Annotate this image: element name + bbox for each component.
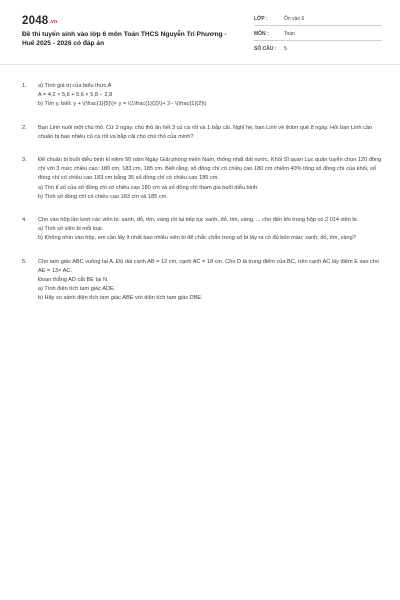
question-5	[22, 258, 386, 304]
meta-subject-label: MÔN :	[254, 31, 269, 37]
question-list	[22, 82, 386, 304]
meta-count-label: SỐ CÂU :	[254, 46, 277, 52]
question-number: 1.	[22, 83, 27, 89]
page-title: Đề thi tuyển sinh vào lớp 6 môn Toán THCS Nguyễn Tri Phương - Huế 2025 - 2026 có đáp án	[22, 31, 227, 47]
meta-count-value: 5	[284, 46, 287, 52]
question-text: a) Tính số viên bi mỗi loại.	[38, 226, 104, 233]
question-text: Để chuẩn bị buổi diễu binh kỉ niệm 50 năm Ngày Giải phóng miền Nam, thống nhất đất nước, Khối Sĩ quan Lục quân tuyển chọn 120 đồng chí với 3 mức chiều cao: 180 cm, 183 cm, 185 cm. Biết rằng, số đồng chí có chiều cao 180 cm chiếm 40% tổng số đồng chí của khối, số đồng chí có chiều cao 183 cm bằng 35 số đồng chí có chiều cao 185 cm.	[38, 157, 382, 182]
meta-class-value: Ôn vào 6	[284, 16, 305, 22]
question-text: a) Tính diện tích tam giác ADE.	[38, 286, 116, 293]
question-text: Đoạn thẳng AD cắt BE tại N.	[38, 277, 109, 284]
site-logo[interactable]	[22, 15, 57, 27]
meta-divider	[254, 40, 382, 41]
meta-subject	[254, 31, 295, 37]
header	[0, 0, 400, 62]
question-text: a) Tìm tỉ số của số đồng chí có chiều cao 180 cm và số đồng chí tham gia buổi diễu binh.	[38, 184, 259, 191]
logo-text: 2048	[22, 15, 49, 27]
question-number: 5.	[22, 258, 27, 265]
question-number: 4.	[22, 217, 27, 224]
question-number: 3.	[22, 157, 27, 164]
meta-class	[254, 16, 304, 22]
meta-count	[254, 46, 287, 52]
logo-suffix: .vn	[49, 19, 58, 25]
question-text: b) Không nhìn vào hộp, em cần lấy ít nhất bao nhiêu viên bi để chắc chắn trong số bi lấy ra có đủ bốn màu: xanh, đỏ, tím, vàng?	[38, 235, 356, 242]
question-text: a) Tính giá trị của biểu thức A	[38, 83, 112, 89]
question-text: A = 4,2 × 5,6 + 5,6 × 5,8 − 2,8	[38, 92, 113, 99]
meta-subject-value: Toán	[284, 31, 295, 37]
question-text: Cho tam giác ABC vuông tại A. Độ dài cạnh AB = 12 cm, cạnh AC = 18 cm. Cho D là trung điểm của BC, trên cạnh AC lấy điểm E sao cho AE = 13× AC.	[38, 258, 380, 274]
question-text: Cho vào hộp lần lượt các viên bi: xanh, đỏ, tím, vàng rồi lại tiếp tục xanh, đỏ, tím, vàng, ... cho đến khi trong hộp có 2 014 viên bi.	[38, 217, 359, 224]
meta-class-label: LỚP :	[254, 16, 268, 22]
question-text: b) Hãy so sánh diện tích tam giác ABE với diện tích tam giác DBE.	[38, 295, 203, 302]
question-text: b) Tìm y, biết: y + \(\frac{1}{5}\)× y = \(1\frac{1}{2}\)+ 2− \(\frac{1}{2}\)	[38, 101, 207, 108]
question-4	[22, 216, 386, 244]
question-text: Bạn Linh nuôi một chú thỏ. Cứ 2 ngày, chú thỏ ăn hết 3 củ cà rốt và 1 bắp cải. Nghỉ hè, bạn Linh về thăm quê 8 ngày. Hỏi bạn Linh cần chuẩn bị bao nhiêu củ cà rốt và bắp cải cho chú thỏ của mình?	[38, 124, 373, 140]
question-1	[22, 82, 386, 110]
meta-divider	[254, 25, 382, 26]
question-number: 2.	[22, 124, 27, 131]
question-2	[22, 124, 386, 142]
question-3	[22, 156, 386, 202]
question-text: b) Tính số đồng chí có chiều cao 183 cm và 185 cm.	[38, 193, 168, 200]
header-divider	[0, 64, 400, 65]
